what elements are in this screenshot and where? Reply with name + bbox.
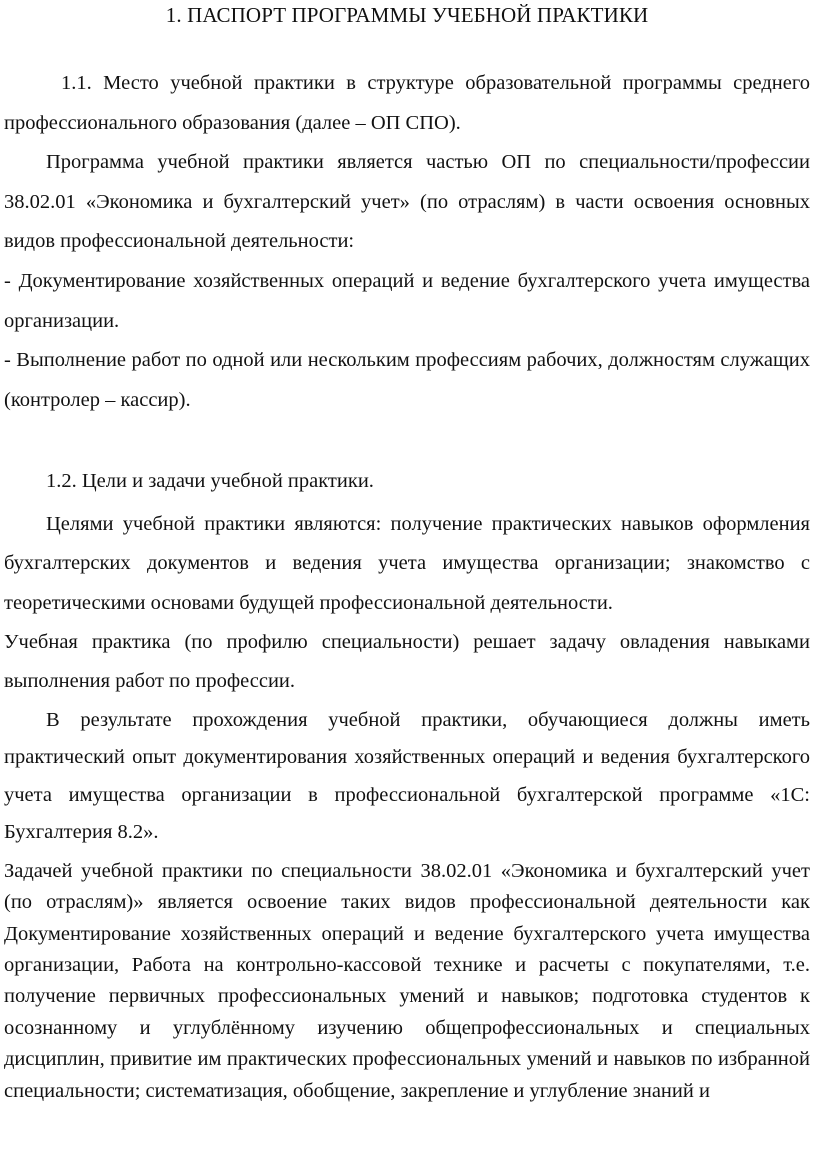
goals-paragraph: Целями учебной практики являются: получение практических навыков оформления бухгалтерских документов и ведения учета имущества организации; знакомство с теоретическими основами будущей профессиональной деятельности. [4, 512, 810, 614]
task-paragraph: Задачей учебной практики по специальности 38.02.01 «Экономика и бухгалтерский учет (по отраслям)» является освоение таких видов профессиональной деятельности как Документирование хозяйственных операций и ведение бухгалтерского учета имущества организации, Работа на контрольно-кассовой технике и расчеты с покупателями, т.е. получение первичных профессиональных умений и навыков; подготовка студентов к осознанному и углублённому изучению общепрофессиональных и специальных дисциплин, привитие им практических профессиональных умений и навыков по избранной специальности; систематизация, обобщение, закрепление и углубление знаний и [4, 859, 810, 1102]
section-1-1-intro: Программа учебной практики является частью ОП по специальности/профессии 38.02.01 «Экономика и бухгалтерский учет» (по отраслям) в части освоения основных видов профессиональной деятельности: [4, 151, 810, 253]
practice-paragraph: Учебная практика (по профилю специальности) решает задачу овладения навыками выполнения работ по профессии. [4, 630, 810, 693]
result-paragraph: В результате прохождения учебной практики, обучающиеся должны иметь практический опыт документирования хозяйственных операций и ведения бухгалтерского учета имущества организации в профессиональной бухгалтерской программе «1С: Бухгалтерия 8.2». [4, 708, 810, 844]
activity-item-2: - Выполнение работ по одной или нескольким профессиям рабочих, должностям служащих (контролер – кассир). [4, 349, 810, 411]
activity-item-1: - Документирование хозяйственных операций и ведение бухгалтерского учета имущества организации. [4, 269, 810, 332]
section-1-2-heading: 1.2. Цели и задачи учебной практики. [46, 470, 374, 493]
section-1-1-heading: 1.1. Место учебной практики в структуре образовательной программы среднего профессионального образования (далее – ОП СПО). [4, 72, 810, 134]
page-title: 1. ПАСПОРТ ПРОГРАММЫ УЧЕБНОЙ ПРАКТИКИ [165, 3, 649, 27]
